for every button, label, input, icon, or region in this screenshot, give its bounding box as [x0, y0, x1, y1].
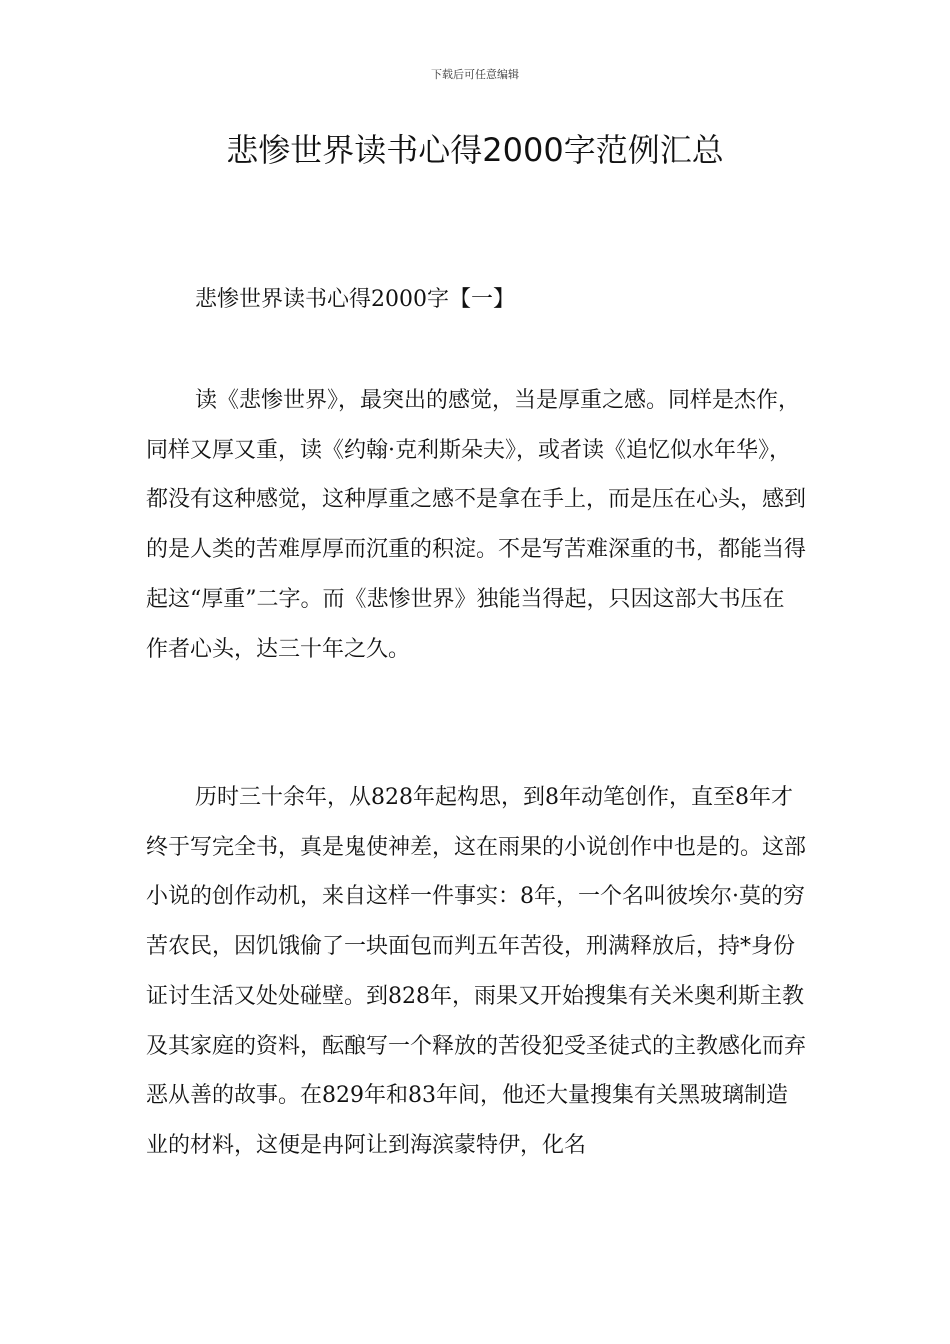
section-heading: 悲惨世界读书心得2000字【一】: [195, 287, 515, 312]
document-title: 悲惨世界读书心得2000字范例汇总: [226, 131, 724, 169]
body-paragraph-2: 历时三十余年，从828年起构思，到8年动笔创作，直至8年才终于写完全书，真是鬼使神差，这在雨果的小说创作中也是的。这部小说的创作动机，来自这样一件事实：8年，一个名叫彼埃尔·莫的穷苦农民，因饥饿偷了一块面包而判五年苦役，刑满释放后，持*身份证讨生活又处处碰壁。到828年，雨果又开始搜集有关米奥利斯主教及其家庭的资料，酝酿写一个释放的苦役犯受圣徒式的主教感化而弃恶从善的故事。在829年和83年间，他还大量搜集有关黑玻璃制造业的材料，这便是冉阿让到海滨蒙特伊，化名: [146, 785, 807, 1158]
header-note: 下载后可任意编辑: [431, 68, 519, 81]
body-paragraph-1: 读《悲惨世界》，最突出的感觉，当是厚重之感。同样是杰作，同样又厚又重，读《约翰·克利斯朵夫》，或者读《追忆似水年华》，都没有这种感觉，这种厚重之感不是拿在手上，而是压在心头，感到的是人类的苦难厚厚而沉重的积淀。不是写苦难深重的书，都能当得起这“厚重”二字。而《悲惨世界》独能当得起，只因这部大书压在作者心头，达三十年之久。: [146, 388, 807, 662]
